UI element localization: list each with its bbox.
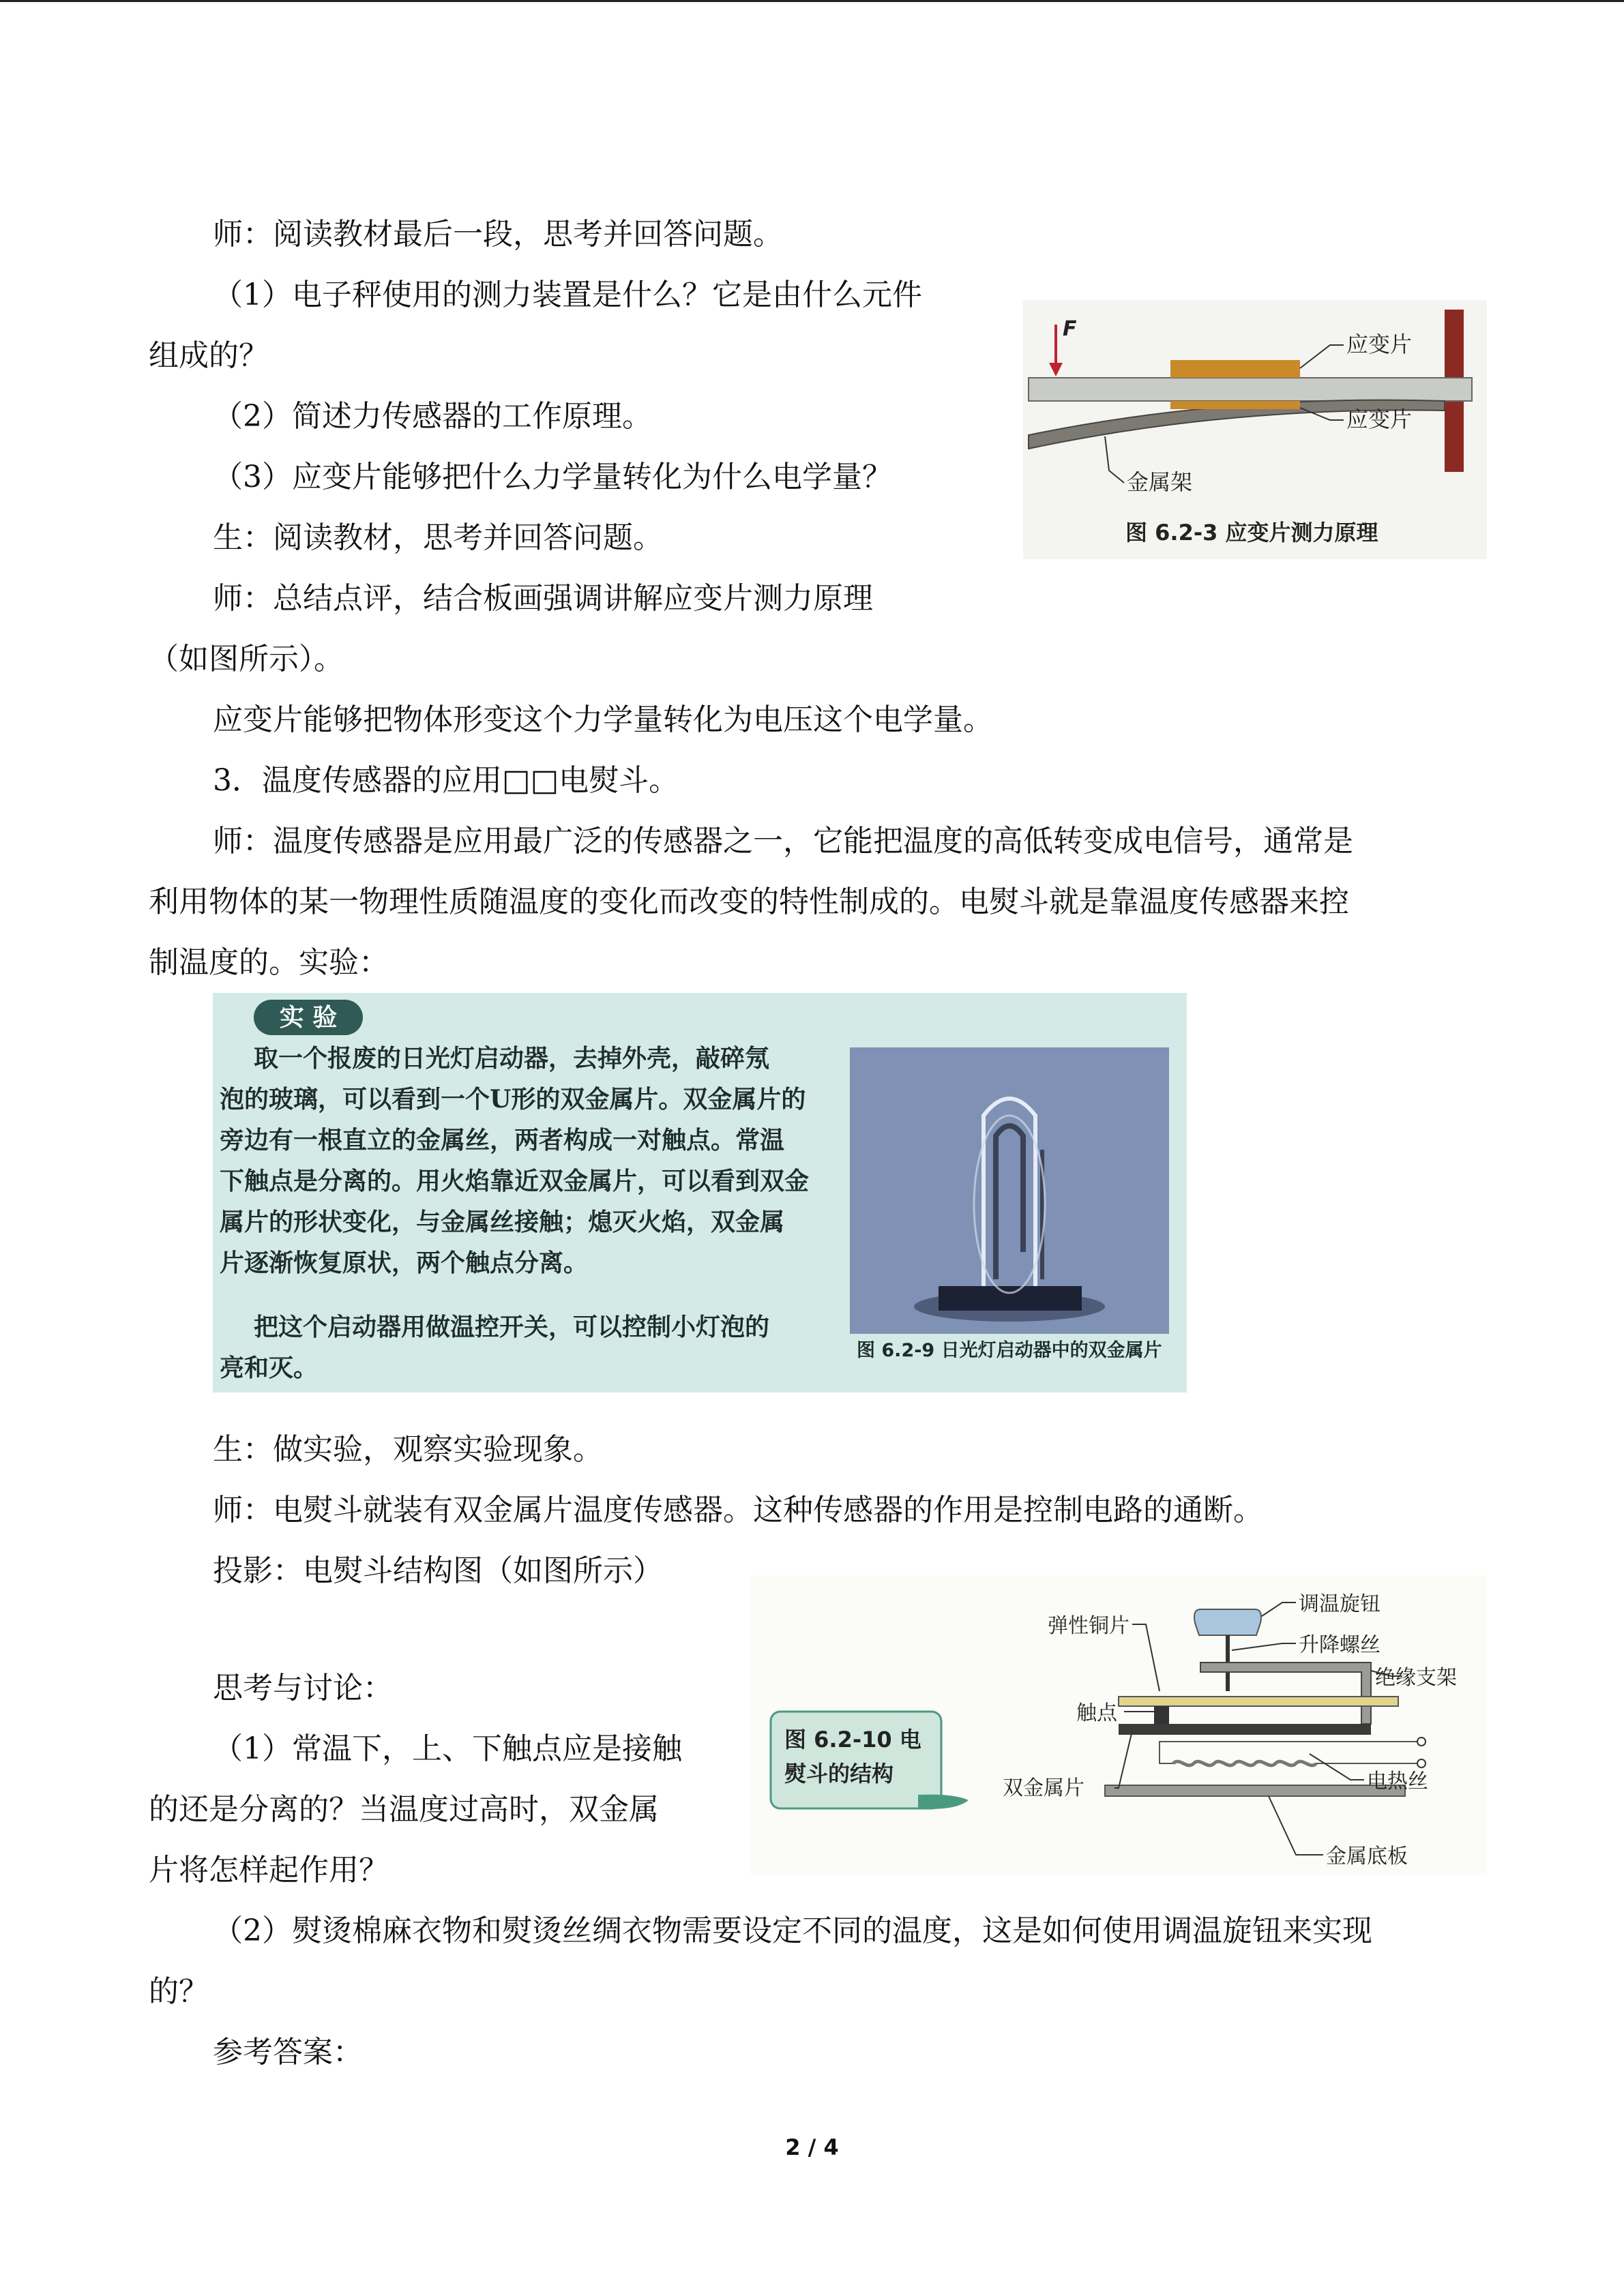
figure-caption: 图 6.2-3 应变片测力原理 — [1125, 520, 1378, 546]
experiment-badge: 实 验 — [254, 1000, 363, 1035]
experiment-photo-caption: 图 6.2-9 日光灯启动器中的双金属片 — [857, 1340, 1162, 1361]
experiment-line: 下触点是分离的。用火焰靠近双金属片，可以看到双金 — [220, 1167, 810, 1195]
paragraph: （2）熨烫棉麻衣物和熨烫丝绸衣物需要设定不同的温度，这是如何使用调温旋钮来实现 — [213, 1913, 1372, 1948]
paragraph: 组成的？ — [149, 338, 269, 373]
section-heading: 3．温度传感器的应用□□电熨斗。 — [213, 763, 679, 798]
paragraph: 师：阅读教材最后一段，思考并回答问题。 — [213, 217, 783, 252]
paragraph: 利用物体的某一物理性质随温度的变化而改变的特性制成的。电熨斗就是靠温度传感器来控 — [149, 884, 1349, 919]
paragraph: 生：阅读教材，思考并回答问题。 — [213, 520, 663, 555]
force-label: F — [1063, 317, 1077, 341]
paragraph: （3）应变片能够把什么力学量转化为什么电学量？ — [213, 460, 892, 494]
paragraph: 投影：电熨斗结构图（如图所示） — [213, 1553, 663, 1588]
paragraph: 师：总结点评，结合板画强调讲解应变片测力原理 — [213, 581, 873, 616]
copper-strip — [1119, 1697, 1398, 1706]
iron-structure-figure — [750, 1575, 1487, 1875]
label-strain-gauge-bottom: 应变片 — [1346, 406, 1413, 432]
paragraph: 师：电熨斗就装有双金属片温度传感器。这种传感器的作用是控制电路的通断。 — [213, 1493, 1263, 1527]
label-knob: 调温旋钮 — [1299, 1592, 1381, 1616]
heater-coil — [1173, 1761, 1316, 1765]
paragraph: 应变片能够把物体形变这个力学量转化为电压这个电学量。 — [213, 702, 993, 737]
label-heater: 电热丝 — [1367, 1770, 1428, 1793]
experiment-line: 把这个启动器用做温控开关，可以控制小灯泡的 — [254, 1313, 770, 1341]
paragraph: 的还是分离的？当温度过高时，双金属 — [149, 1792, 659, 1827]
caption-line: 熨斗的结构 — [784, 1761, 894, 1787]
label-support: 绝缘支架 — [1375, 1666, 1457, 1690]
experiment-line: 取一个报废的日光灯启动器，去掉外壳，敲碎氖 — [254, 1044, 770, 1073]
label-bimetal: 双金属片 — [1003, 1776, 1084, 1800]
paragraph: 片将怎样起作用？ — [149, 1853, 389, 1888]
strain-gauge-bottom — [1170, 401, 1300, 409]
paragraph: 参考答案： — [213, 2035, 363, 2070]
page-number: 2 / 4 — [785, 2134, 839, 2160]
paragraph: （2）简述力传感器的工作原理。 — [213, 399, 652, 434]
experiment-line: 属片的形状变化，与金属丝接触；熄灭火焰，双金属 — [220, 1208, 785, 1236]
paragraph: 师：温度传感器是应用最广泛的传感器之一，它能把温度的高低转变成电信号，通常是 — [213, 824, 1353, 859]
temperature-knob — [1194, 1609, 1261, 1635]
label-strain-gauge-top: 应变片 — [1346, 331, 1413, 357]
starter-photo — [850, 1047, 1169, 1334]
paragraph: 的？ — [149, 1974, 209, 2009]
strain-gauge-top — [1170, 360, 1300, 378]
upper-beam — [1029, 378, 1472, 401]
label-screw: 升降螺丝 — [1299, 1633, 1381, 1657]
paragraph: （如图所示）。 — [149, 642, 344, 676]
experiment-line: 亮和灭。 — [220, 1354, 319, 1382]
paragraph: （1）电子秤使用的测力装置是什么？它是由什么元件 — [213, 278, 922, 312]
label-metal-frame: 金属架 — [1127, 469, 1193, 495]
top-rule — [0, 0, 1624, 2]
paragraph: 思考与讨论： — [213, 1671, 393, 1705]
label-copper: 弹性铜片 — [1048, 1614, 1130, 1638]
caption-line: 图 6.2-10 电 — [784, 1727, 921, 1753]
metal-base-plate — [1105, 1785, 1405, 1796]
label-base: 金属底板 — [1326, 1845, 1408, 1868]
experiment-line: 片逐渐恢复原状，两个触点分离。 — [220, 1249, 589, 1277]
label-contact: 触点 — [1076, 1701, 1117, 1725]
paragraph: 制温度的。实验： — [149, 945, 389, 980]
paragraph: （1）常温下，上、下触点应是接触 — [213, 1731, 682, 1766]
strain-gauge-figure — [1023, 300, 1487, 559]
bimetal-strip — [1119, 1724, 1371, 1735]
experiment-line: 旁边有一根直立的金属丝，两者构成一对触点。常温 — [220, 1126, 785, 1154]
paragraph: 生：做实验，观察实验现象。 — [213, 1432, 603, 1467]
experiment-line: 泡的玻璃，可以看到一个U形的双金属片。双金属片的 — [220, 1085, 806, 1114]
experiment-box — [213, 993, 1187, 1392]
